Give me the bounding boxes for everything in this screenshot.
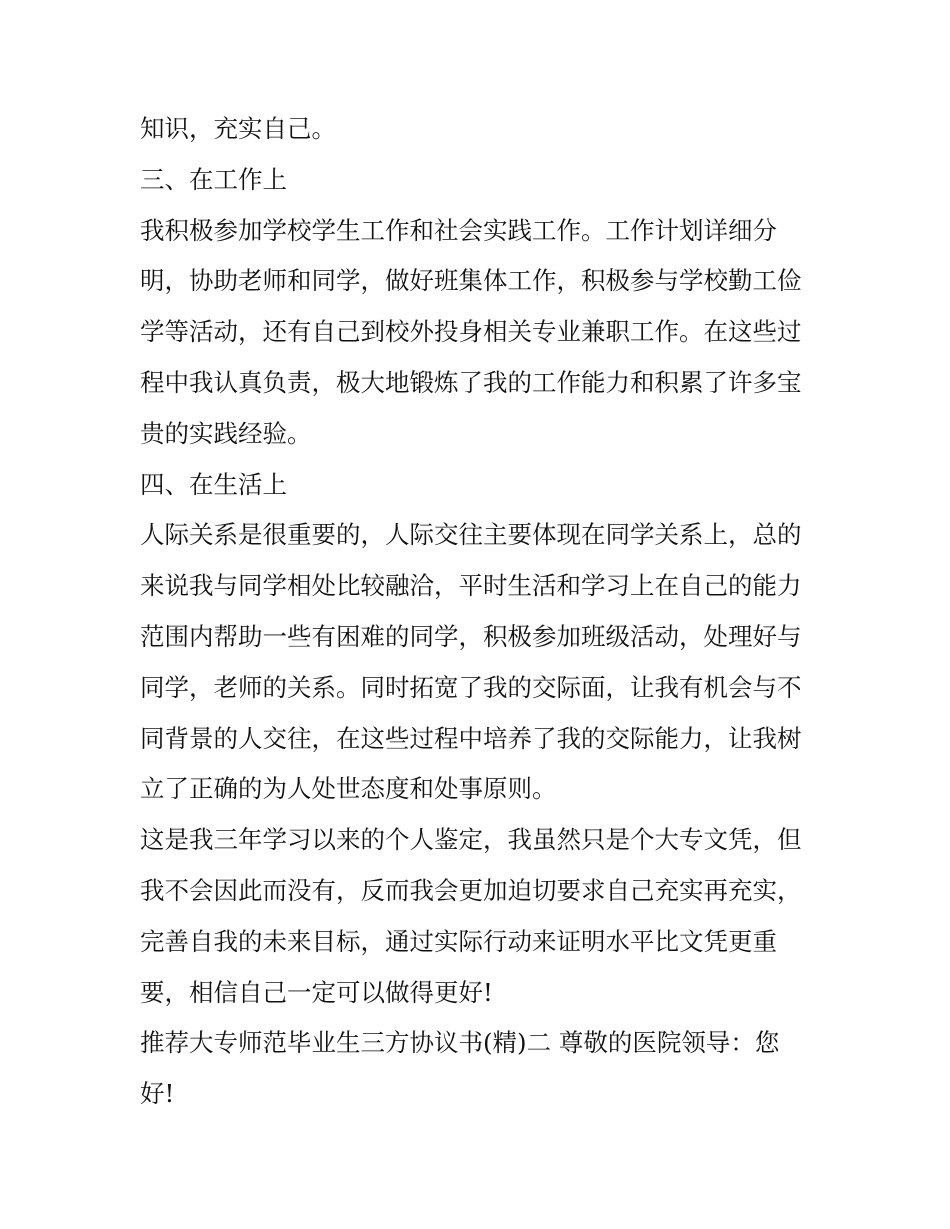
text-line: 我积极参加学校学生工作和社会实践工作。工作计划详细分 — [140, 215, 777, 245]
text-line: 完善自我的未来目标，通过实际行动来证明水平比文凭更重 — [140, 926, 777, 956]
document-body — [140, 104, 820, 1120]
text-line: 要，相信自己一定可以做得更好! — [140, 977, 493, 1007]
text-line: 人际关系是很重要的，人际交往主要体现在同学关系上，总的 — [140, 520, 802, 550]
text-line: 明，协助老师和同学，做好班集体工作，积极参与学校勤工俭 — [140, 266, 802, 296]
section-heading: 四、在生活上 — [140, 469, 287, 499]
text-line: 知识，充实自己。 — [140, 114, 336, 143]
text-line: 来说我与同学相处比较融洽，平时生活和学习上在自己的能力 — [140, 571, 802, 601]
text-line: 程中我认真负责，极大地锻炼了我的工作能力和积累了许多宝 — [140, 367, 802, 397]
section-heading: 三、在工作上 — [140, 164, 287, 194]
text-line: 立了正确的为人处世态度和处事原则。 — [140, 774, 557, 804]
text-line: 范围内帮助一些有困难的同学，积极参加班级活动，处理好与 — [140, 621, 802, 651]
text-line: 同学，老师的关系。同时拓宽了我的交际面，让我有机会与不 — [140, 672, 802, 702]
text-line: 推荐大专师范毕业生三方协议书(精)二 尊敬的医院领导：您 — [140, 1028, 780, 1058]
text-line: 贵的实践经验。 — [140, 418, 312, 448]
text-line: 同背景的人交往，在这些过程中培养了我的交际能力，让我树 — [140, 723, 802, 753]
text-line: 好! — [140, 1079, 175, 1109]
text-line: 我不会因此而没有，反而我会更加迫切要求自己充实再充实， — [140, 875, 802, 905]
text-line: 这是我三年学习以来的个人鉴定，我虽然只是个大专文凭，但 — [140, 825, 802, 855]
text-line: 学等活动，还有自己到校外投身相关专业兼职工作。在这些过 — [140, 317, 802, 347]
